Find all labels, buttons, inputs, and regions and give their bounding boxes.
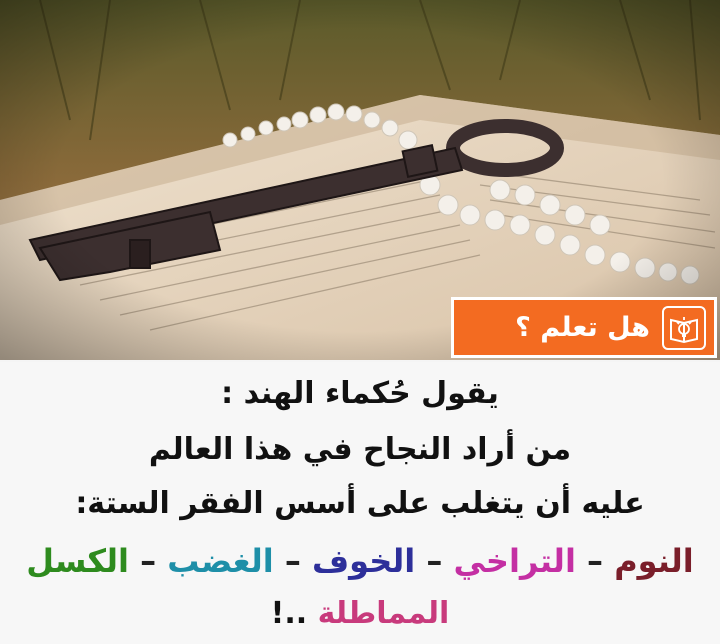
separator: – [128, 542, 168, 580]
poverty-causes-line [0, 542, 720, 580]
did-you-know-badge [451, 297, 717, 358]
cause-laziness: الكسل [26, 542, 129, 580]
cause-anger: الغضب [167, 542, 274, 580]
procrastination-line [0, 596, 720, 631]
separator: – [273, 542, 312, 580]
quote-line-2: من أراد النجاح في هذا العالم [148, 432, 572, 467]
quote-line-3: عليه أن يتغلب على أسس الفقر الستة: [75, 486, 645, 521]
separator: – [575, 542, 615, 580]
cause-procrastination: المماطلة [317, 596, 450, 631]
cause-fear: الخوف [311, 542, 416, 580]
separator: – [415, 542, 454, 580]
lightbulb-book-icon [662, 306, 706, 350]
cause-sleep: النوم [614, 542, 694, 580]
cause-laxity: التراخي [453, 542, 576, 580]
quote-block [0, 362, 720, 644]
quote-line-1: يقول حُكماء الهند : [221, 376, 499, 411]
ending-mark: ..! [270, 596, 318, 631]
badge-label: هل تعلم ؟ [515, 312, 650, 343]
